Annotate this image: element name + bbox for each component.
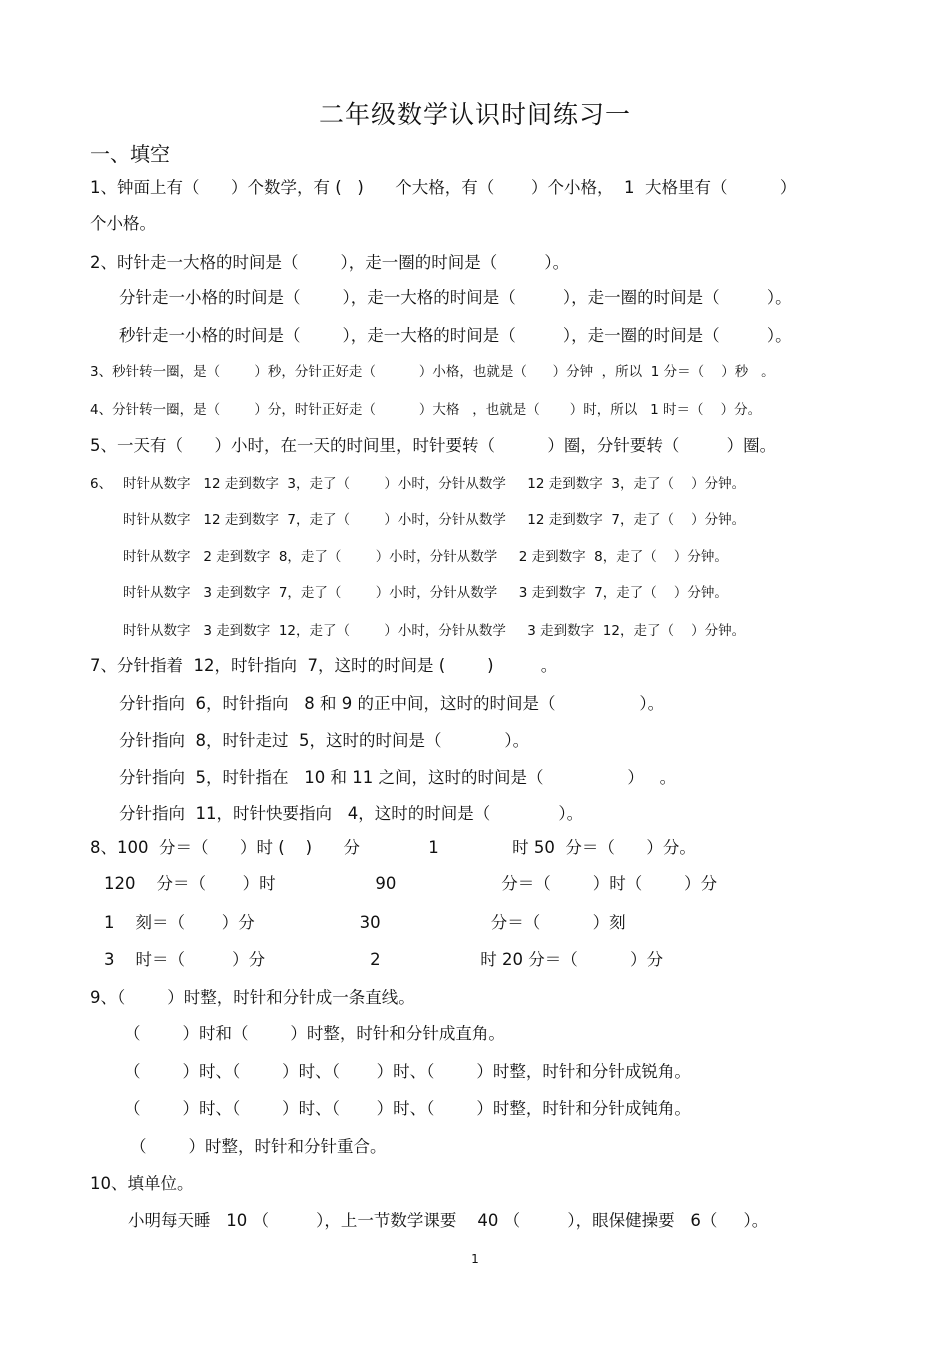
question-7-line-4: 分针指向 5，时针指在 10 和 11 之间，这时的时间是（ ） 。 <box>119 768 677 787</box>
question-10-line: 小明每天睡 10 （ ），上一节数学课要 40 （ ），眼保健操要 6（ ）。 <box>128 1211 769 1230</box>
page-title: 二年级数学认识时间练习一 <box>318 100 631 129</box>
question-5: 5、一天有（ ）小时，在一天的时间里，时针要转（ ）圈，分针要转（ ）圈。 <box>90 436 777 455</box>
question-6-line: 时针从数字 3 走到数字 7，走了（ ）小时，分针从数学 3 走到数字 7，走了（ ）分钟。 <box>123 585 728 601</box>
question-7-line-2: 分针指向 6，时针指向 8 和 9 的正中间，这时的时间是（ ）。 <box>119 694 665 713</box>
question-6-number: 6、 <box>90 476 113 492</box>
question-6-line: 时针从数字 2 走到数字 8，走了（ ）小时，分针从数学 2 走到数字 8，走了（ ）分钟。 <box>123 549 728 565</box>
question-10-heading: 10、填单位。 <box>90 1174 194 1193</box>
question-2-line-2: 分针走一小格的时间是（ ），走一大格的时间是（ ），走一圈的时间是（ ）。 <box>119 288 792 307</box>
question-8-line-3: 1 刻＝（ ）分 30 分＝（ ）刻 <box>104 913 626 932</box>
question-9-line-1: 9、（ ）时整，时针和分针成一条直线。 <box>90 988 415 1007</box>
question-1-line-2: 个小格。 <box>90 214 156 233</box>
question-7-line-3: 分针指向 8，时针走过 5，这时的时间是（ ）。 <box>119 731 530 750</box>
question-4: 4、分针转一圈，是（ ）分，时针正好走（ ）大格 ，也就是（ ）时，所以 1 时＝（ ）分。 <box>90 402 762 418</box>
question-3: 3、秒针转一圈，是（ ）秒，分针正好走（ ）小格，也就是（ ）分钟 ，所以 1 分＝（ ）秒 。 <box>90 364 775 380</box>
question-6-line: 时针从数字 3 走到数字 12，走了（ ）小时，分针从数学 3 走到数字 12，走了（ ）分钟。 <box>123 623 746 639</box>
question-9-line-5: （ ）时整，时针和分针重合。 <box>130 1137 387 1156</box>
question-6-line: 时针从数字 12 走到数字 7，走了（ ）小时，分针从数学 12 走到数字 7，走了（ ）分钟。 <box>123 512 746 528</box>
question-2-line-1: 2、时针走一大格的时间是（ ），走一圈的时间是（ ）。 <box>90 253 570 272</box>
question-8-line-4: 3 时＝（ ）分 2 时 20 分＝（ ）分 <box>104 950 664 969</box>
question-7-line-5: 分针指向 11，时针快要指向 4，这时的时间是（ ）。 <box>119 804 584 823</box>
question-1-line-1: 1、钟面上有（ ）个数学，有 ( ) 个大格，有（ ）个小格， 1 大格里有（ ） <box>90 178 797 197</box>
question-8-line-2: 120 分＝（ ）时 90 分＝（ ）时（ ）分 <box>104 874 718 893</box>
question-9-line-2: （ ）时和（ ）时整，时针和分针成直角。 <box>124 1024 505 1043</box>
question-6-line: 时针从数字 12 走到数字 3，走了（ ）小时，分针从数学 12 走到数字 3，走了（ ）分钟。 <box>123 476 746 492</box>
question-9-line-3: （ ）时、（ ）时、（ ）时、（ ）时整，时针和分针成锐角。 <box>124 1062 691 1081</box>
question-2-line-3: 秒针走一小格的时间是（ ），走一大格的时间是（ ），走一圈的时间是（ ）。 <box>119 326 792 345</box>
page-number: 1 <box>471 1252 479 1266</box>
question-8-line-1: 8、100 分＝（ ）时 ( ) 分 1 时 50 分＝（ ）分。 <box>90 838 696 857</box>
question-7-line-1: 7、分针指着 12，时针指向 7，这时的时间是 ( ) 。 <box>90 656 558 675</box>
question-9-line-4: （ ）时、（ ）时、（ ）时、（ ）时整，时针和分针成钝角。 <box>124 1099 691 1118</box>
section-heading: 一、填空 <box>90 142 170 166</box>
